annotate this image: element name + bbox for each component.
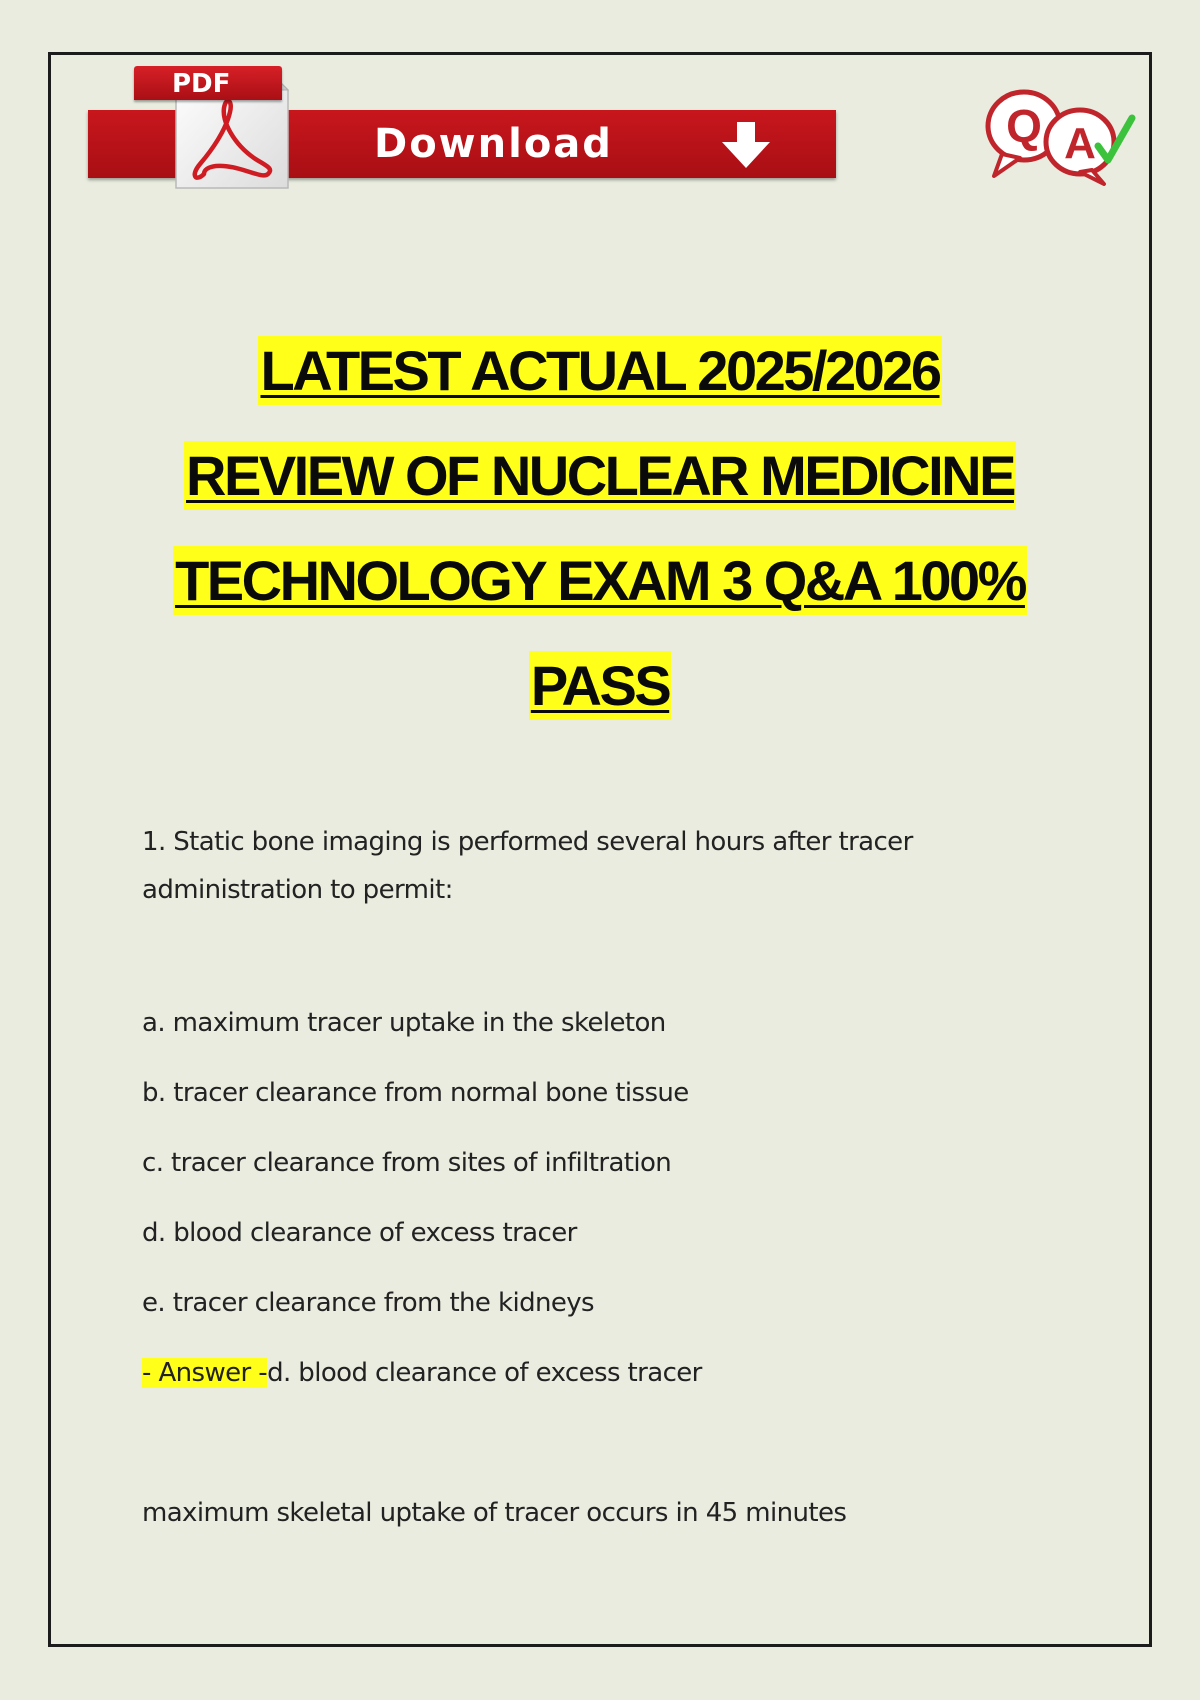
qa-logo-icon: [980, 82, 1140, 186]
qa-logo-a: A: [1064, 119, 1096, 168]
download-arrow-icon[interactable]: [716, 120, 776, 170]
option-a: a. maximum tracer uptake in the skeleton: [142, 1008, 666, 1038]
title-line: [60, 318, 1140, 423]
option-e: e. tracer clearance from the kidneys: [142, 1288, 594, 1318]
title-line: [60, 528, 1140, 633]
answer-label: - Answer -: [142, 1358, 268, 1388]
answer-text: d. blood clearance of excess tracer: [267, 1358, 702, 1388]
pdf-file-icon: [134, 64, 294, 190]
title-line-text: LATEST ACTUAL 2025/2026: [258, 336, 941, 405]
option-c: c. tracer clearance from sites of infiltration: [142, 1148, 672, 1178]
title-line-text: PASS: [529, 651, 671, 720]
answer-line: [142, 1358, 702, 1388]
pdf-download-banner[interactable]: [88, 64, 836, 190]
title-line: [60, 633, 1140, 738]
document-title: [60, 318, 1140, 738]
option-b: b. tracer clearance from normal bone tissue: [142, 1078, 689, 1108]
question-stem: 1. Static bone imaging is performed several hours after tracer administration to permit:: [142, 827, 913, 905]
pdf-tag: [134, 66, 282, 100]
qa-logo-q: Q: [1006, 100, 1042, 152]
explanation-text: maximum skeletal uptake of tracer occurs in 45 minutes: [142, 1498, 847, 1528]
title-line: [60, 423, 1140, 528]
title-line-text: TECHNOLOGY EXAM 3 Q&A 100%: [173, 546, 1027, 615]
title-line-text: REVIEW OF NUCLEAR MEDICINE: [184, 441, 1016, 510]
pdf-tag-label: PDF: [172, 69, 231, 99]
download-label[interactable]: Download: [374, 121, 613, 167]
option-d: d. blood clearance of excess tracer: [142, 1218, 577, 1248]
